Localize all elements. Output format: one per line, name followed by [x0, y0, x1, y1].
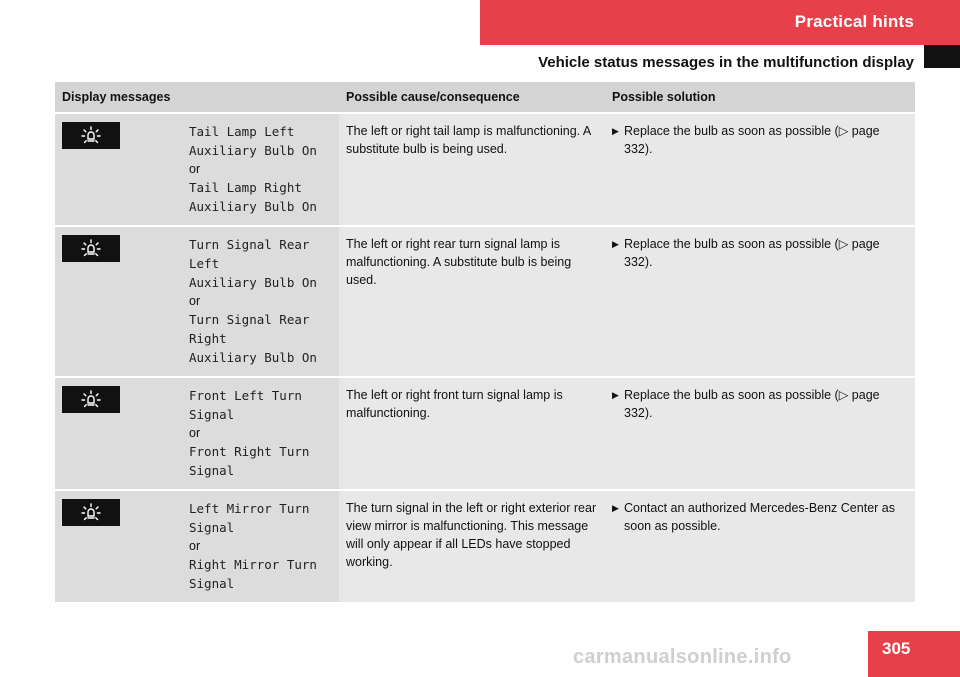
or-separator: or — [189, 426, 201, 440]
or-separator: or — [189, 294, 201, 308]
or-separator: or — [189, 539, 201, 553]
display-message-line: Tail Lamp Left — [189, 124, 295, 139]
solution-cell — [605, 113, 915, 226]
icon-cell — [55, 490, 182, 602]
display-message-line: Left — [189, 256, 220, 271]
column-header-display: Display messages — [55, 82, 339, 113]
bullet-arrow-icon: ▶ — [612, 126, 619, 136]
display-message-line: Signal — [189, 463, 235, 478]
bulb-warning-icon — [62, 235, 120, 262]
display-message-line: Auxiliary Bulb On — [189, 350, 317, 365]
bullet-arrow-icon: ▶ — [612, 390, 619, 400]
display-message-line: Front Right Turn — [189, 444, 310, 459]
cause-cell: The left or right front turn signal lamp is malfunctioning. — [339, 377, 605, 490]
solution-text: Replace the bulb as soon as possible (▷ page 332). — [624, 124, 880, 156]
display-message-line: Front Left Turn — [189, 388, 302, 403]
cause-cell: The turn signal in the left or right exterior rear view mirror is malfunctioning. This message will only appear if all LEDs have stopped working. — [339, 490, 605, 602]
table-row — [55, 490, 915, 602]
icon-cell — [55, 113, 182, 226]
solution-cell — [605, 490, 915, 602]
display-message-line: Auxiliary Bulb On — [189, 275, 317, 290]
section-tab — [480, 0, 960, 45]
solution-text: Contact an authorized Mercedes-Benz Center as soon as possible. — [624, 501, 895, 533]
bullet-arrow-icon: ▶ — [612, 239, 619, 249]
bulb-warning-icon — [62, 122, 120, 149]
icon-cell — [55, 226, 182, 377]
bulb-warning-icon — [62, 386, 120, 413]
bulb-warning-icon — [62, 499, 120, 526]
solution-cell — [605, 377, 915, 490]
table-row — [55, 226, 915, 377]
display-message-line: Signal — [189, 520, 235, 535]
display-message-line: Right Mirror Turn — [189, 557, 317, 572]
section-title: Practical hints — [794, 12, 914, 31]
solution-text: Replace the bulb as soon as possible (▷ page 332). — [624, 237, 880, 269]
table-row — [55, 113, 915, 226]
watermark: carmanualsonline.info — [573, 646, 792, 668]
column-header-cause: Possible cause/consequence — [339, 82, 605, 113]
display-message-cell — [182, 226, 339, 377]
display-message-line: Right — [189, 331, 227, 346]
or-separator: or — [189, 162, 201, 176]
column-header-solution: Possible solution — [605, 82, 915, 113]
display-message-line: Left Mirror Turn — [189, 501, 310, 516]
icon-cell — [55, 377, 182, 490]
display-message-line: Signal — [189, 576, 235, 591]
display-message-line: Tail Lamp Right — [189, 180, 302, 195]
solution-cell — [605, 226, 915, 377]
display-message-line: Turn Signal Rear — [189, 312, 310, 327]
display-message-line: Auxiliary Bulb On — [189, 143, 317, 158]
cause-cell: The left or right rear turn signal lamp is malfunctioning. A substitute bulb is being used. — [339, 226, 605, 377]
section-marker — [924, 45, 960, 68]
page-number-tab — [868, 631, 960, 677]
cause-cell: The left or right tail lamp is malfunctioning. A substitute bulb is being used. — [339, 113, 605, 226]
status-messages-table — [55, 82, 915, 602]
display-message-line: Turn Signal Rear — [189, 237, 310, 252]
display-message-cell — [182, 490, 339, 602]
display-message-line: Signal — [189, 407, 235, 422]
solution-text: Replace the bulb as soon as possible (▷ page 332). — [624, 388, 880, 420]
table-row — [55, 377, 915, 490]
display-message-line: Auxiliary Bulb On — [189, 199, 317, 214]
bullet-arrow-icon: ▶ — [612, 503, 619, 513]
display-message-cell — [182, 113, 339, 226]
subsection-title: Vehicle status messages in the multifunction display — [538, 54, 914, 71]
page-number: 305 — [882, 639, 911, 658]
display-message-cell — [182, 377, 339, 490]
table-header-row — [55, 82, 915, 113]
